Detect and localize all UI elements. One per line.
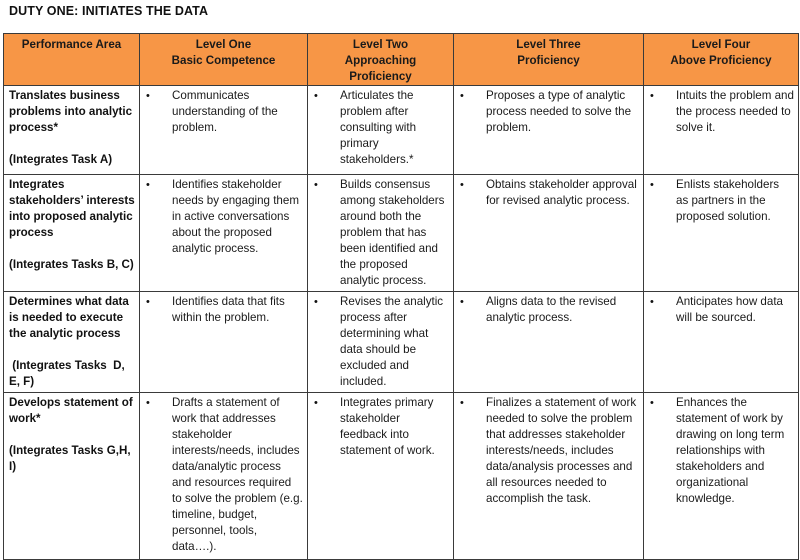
bullet-icon: • <box>146 90 150 102</box>
performance-area-label: Determines what data is needed to execute the analytic process <box>9 295 129 340</box>
descriptor-text: Intuits the problem and the process needed to solve it. <box>676 89 794 134</box>
header-performance-area <box>4 34 140 86</box>
bullet-icon: • <box>314 179 318 191</box>
performance-area-label: Integrates stakeholders’ interests into proposed analytic process <box>9 178 135 239</box>
header-sublabel: Above Proficiency <box>670 54 772 67</box>
descriptor-text: Communicates understanding of the problem. <box>172 89 278 134</box>
header-label: Level Four <box>691 38 751 51</box>
level-four-cell <box>644 292 799 393</box>
integrated-tasks-label: (Integrates Tasks B, C) <box>9 258 134 271</box>
descriptor-text: Articulates the problem after consulting with primary stakeholders.* <box>340 89 417 166</box>
level-one-cell <box>140 86 308 175</box>
level-four-cell <box>644 175 799 292</box>
table-row <box>4 292 799 393</box>
integrated-tasks-label: (Integrates Tasks G,H, I) <box>9 444 131 473</box>
level-two-cell <box>308 175 454 292</box>
bullet-icon: • <box>314 397 318 409</box>
descriptor-text: Integrates primary stakeholder feedback into statement of work. <box>340 396 435 457</box>
table-row <box>4 175 799 292</box>
header-sublabel: Proficiency <box>517 54 580 67</box>
header-label: Performance Area <box>21 38 122 51</box>
level-three-cell <box>454 393 644 560</box>
bullet-icon: • <box>314 296 318 308</box>
bullet-icon: • <box>650 90 654 102</box>
header-label: Level Three <box>516 38 581 51</box>
header-sublabel: Proficiency <box>349 70 412 83</box>
descriptor-text: Obtains stakeholder approval for revised analytic process. <box>486 178 637 207</box>
descriptor-text: Anticipates how data will be sourced. <box>676 295 783 324</box>
level-two-cell <box>308 86 454 175</box>
performance-area-label: Translates business problems into analytic process* <box>9 89 133 134</box>
descriptor-text: Proposes a type of analytic process needed to solve the problem. <box>486 89 632 134</box>
header-level-three <box>454 34 644 86</box>
table-row <box>4 393 799 560</box>
level-four-cell <box>644 86 799 175</box>
header-label: Level Two <box>352 38 409 51</box>
level-two-cell <box>308 292 454 393</box>
bullet-icon: • <box>650 179 654 191</box>
bullet-icon: • <box>460 296 464 308</box>
bullet-icon: • <box>146 296 150 308</box>
performance-area-cell <box>4 175 140 292</box>
level-three-cell <box>454 292 644 393</box>
integrated-tasks-label: (Integrates Tasks D, E, F) <box>9 359 129 388</box>
descriptor-text: Identifies stakeholder needs by engaging them in active conversations about the proposed analytic process. <box>172 178 299 255</box>
level-two-cell <box>308 393 454 560</box>
descriptor-text: Finalizes a statement of work needed to solve the problem that addresses stakeholder interests/needs, includes data/analysis processes and all resources needed to accomplish the task. <box>486 396 637 505</box>
bullet-icon: • <box>650 296 654 308</box>
level-three-cell <box>454 86 644 175</box>
integrated-tasks-label: (Integrates Task A) <box>9 153 113 166</box>
header-row <box>4 34 799 86</box>
level-one-cell <box>140 175 308 292</box>
level-one-cell <box>140 292 308 393</box>
descriptor-text: Enhances the statement of work by drawing on long term relationships with stakeholders and organizational knowledge. <box>676 396 785 505</box>
bullet-icon: • <box>146 179 150 191</box>
level-three-cell <box>454 175 644 292</box>
performance-area-cell <box>4 393 140 560</box>
descriptor-text: Drafts a statement of work that addresses stakeholder interests/needs, includes data/analytic process and resources required to solve the problem (e.g. timeline, budget, personnel, tools, data….). <box>172 396 303 553</box>
performance-area-cell <box>4 86 140 175</box>
bullet-icon: • <box>146 397 150 409</box>
bullet-icon: • <box>460 179 464 191</box>
header-level-one <box>140 34 308 86</box>
descriptor-text: Enlists stakeholders as partners in the proposed solution. <box>676 178 780 223</box>
table-row <box>4 86 799 175</box>
header-level-four <box>644 34 799 86</box>
level-four-cell <box>644 393 799 560</box>
descriptor-text: Revises the analytic process after determining what data should be excluded and included. <box>340 295 444 388</box>
rubric-table <box>3 33 799 560</box>
bullet-icon: • <box>460 90 464 102</box>
bullet-icon: • <box>314 90 318 102</box>
performance-area-cell <box>4 292 140 393</box>
bullet-icon: • <box>650 397 654 409</box>
descriptor-text: Builds consensus among stakeholders around both the problem that has been identified and the proposed analytic process. <box>340 178 445 287</box>
document-title: DUTY ONE: INITIATES THE DATA <box>9 4 209 18</box>
performance-area-label: Develops statement of work* <box>9 396 133 425</box>
descriptor-text: Identifies data that fits within the problem. <box>172 295 285 324</box>
header-sublabel: Basic Competence <box>171 54 276 67</box>
header-level-two <box>308 34 454 86</box>
header-label: Level One <box>195 38 252 51</box>
descriptor-text: Aligns data to the revised analytic process. <box>486 295 617 324</box>
level-one-cell <box>140 393 308 560</box>
header-sublabel: Approaching <box>344 54 417 67</box>
bullet-icon: • <box>460 397 464 409</box>
